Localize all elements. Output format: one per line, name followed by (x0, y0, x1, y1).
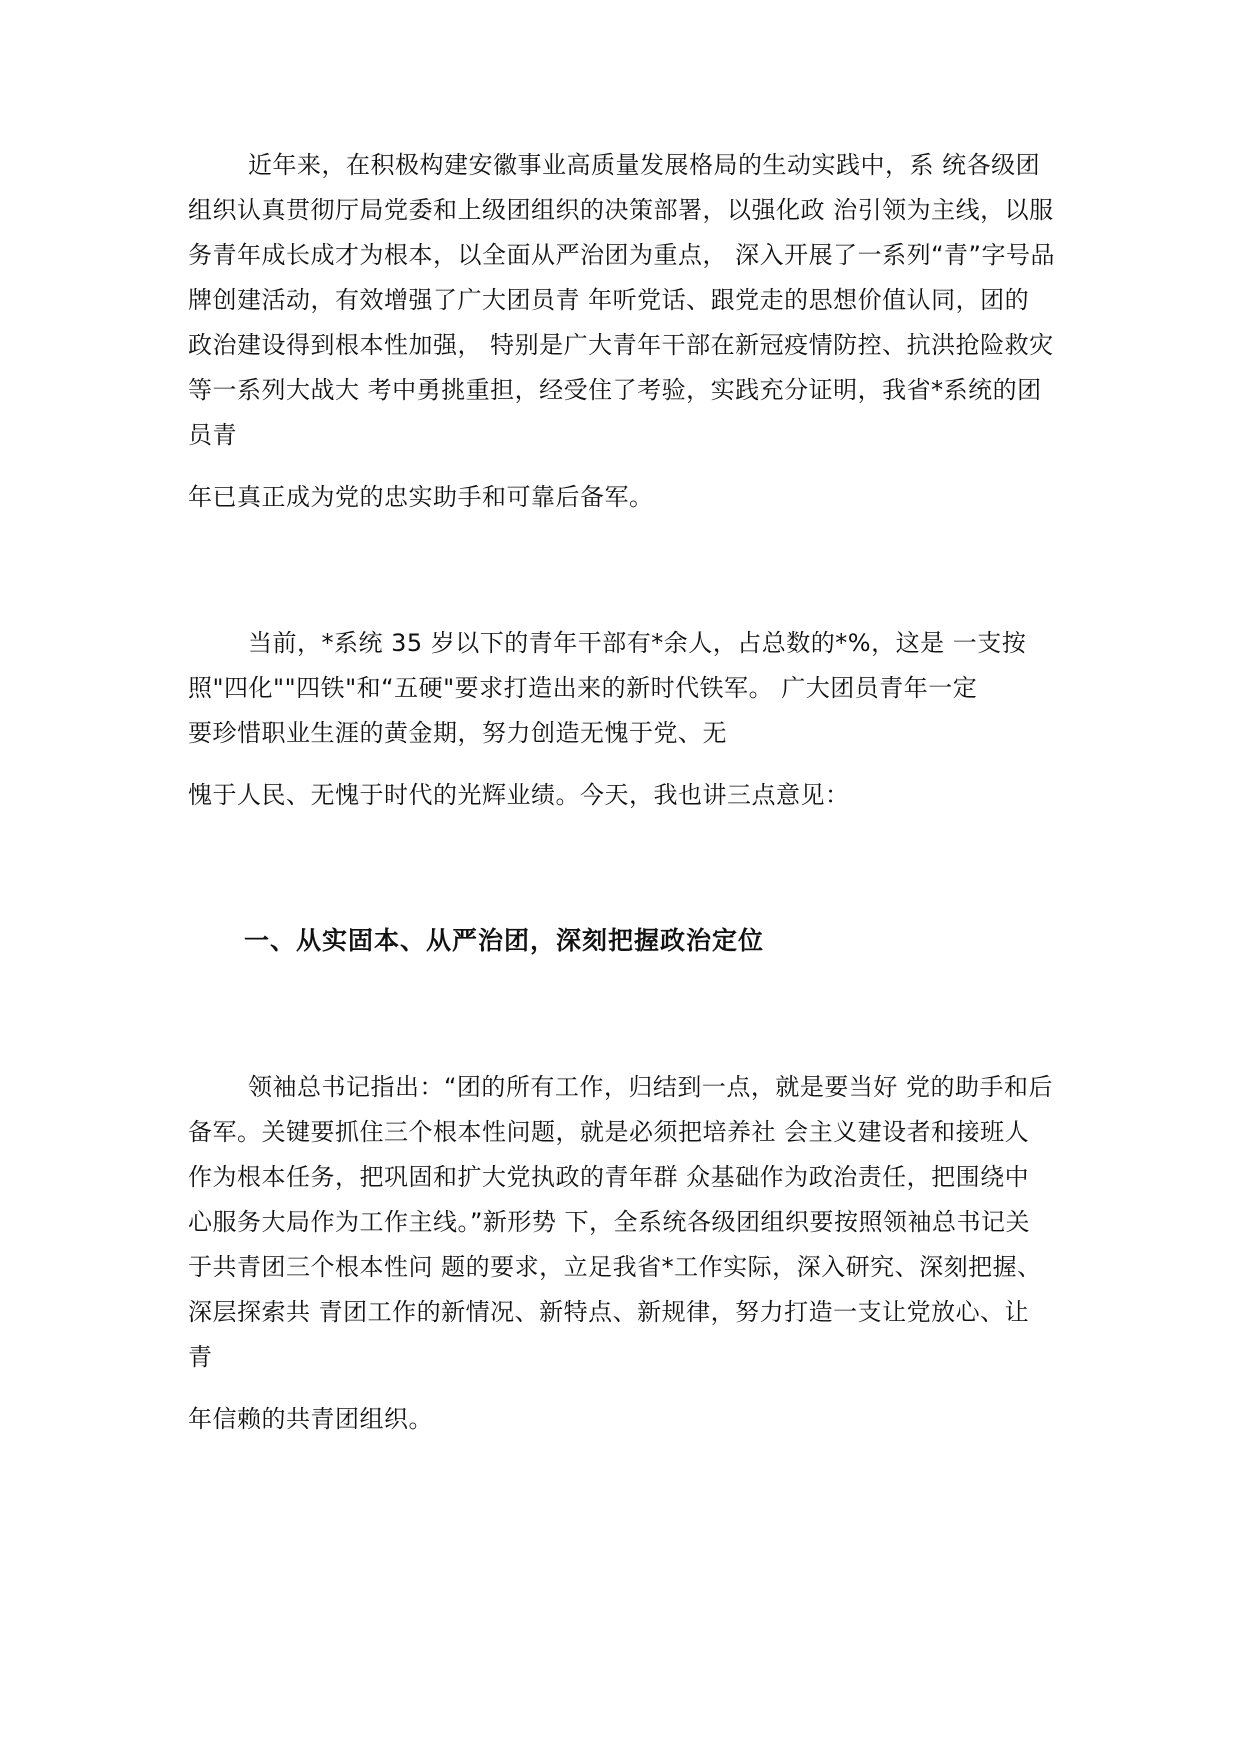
paragraph2-line-3: 要珍惜职业生涯的黄金期，努力创造无愧于党、无 (188, 719, 727, 747)
paragraph1-line-4: 牌创建活动，有效增强了广大团员青 年听党话、跟党走的思想价值认同，团的 (188, 286, 1030, 314)
paragraph2-line-2: 照"四化""四铁"和“五硬"要求打造出来的新时代铁军。 广大团员青年一定 (188, 674, 978, 702)
paragraph3-line-6: 深层探索共 青团工作的新情况、新特点、新规律，努力打造一支让党放心、让 (188, 1298, 1030, 1326)
paragraph1-line-7: 员青 (188, 421, 237, 449)
paragraph1-line-8: 年已真正成为党的忠实助手和可靠后备军。 (188, 483, 654, 511)
paragraph1-line-1: 近年来，在积极构建安徽事业高质量发展格局的生动实践中，系 统各级团 (248, 151, 1041, 179)
paragraph1-line-5: 政治建设得到根本性加强， 特别是广大青年干部在新冠疫情防控、抗洪抢险救灾 (188, 331, 1054, 359)
paragraph3-line-2: 备军。关键要抓住三个根本性问题，就是必须把培养社 会主义建设者和接班人 (188, 1118, 1030, 1146)
paragraph1-line-6: 等一系列大战大 考中勇挑重担，经受住了考验，实践充分证明，我省*系统的团 (188, 376, 1042, 404)
paragraph3-line-7: 青 (188, 1343, 213, 1371)
paragraph2-line-4: 愧于人民、无愧于时代的光辉业绩。今天，我也讲三点意见： (188, 781, 850, 809)
paragraph3-line-4: 心服务大局作为工作主线。”新形势 下，全系统各级团组织要按照领袖总书记关 (188, 1208, 1031, 1236)
paragraph3-line-5: 于共青团三个根本性问 题的要求，立足我省*工作实际，深入研究、深刻把握、 (188, 1253, 1042, 1281)
paragraph1-line-3: 务青年成长成才为根本，以全面从严治团为重点， 深入开展了一系列“青”字号品 (188, 241, 1055, 269)
paragraph3-line-8: 年信赖的共青团组织。 (188, 1405, 433, 1433)
paragraph2-line-1: 当前，*系统 35 岁以下的青年干部有*余人，占总数的*%，这是 一支按 (248, 629, 1027, 657)
paragraph3-line-1: 领袖总书记指出：“团的所有工作，归结到一点，就是要当好 党的助手和后 (248, 1073, 1054, 1101)
paragraph3-line-3: 作为根本任务，把巩固和扩大党执政的青年群 众基础作为政治责任，把围绕中 (188, 1163, 1030, 1191)
section-heading: 一、从实固本、从严治团，深刻把握政治定位 (244, 926, 765, 955)
paragraph1-line-2: 组织认真贯彻厅局党委和上级团组织的决策部署，以强化政 治引领为主线，以服 (188, 196, 1054, 224)
